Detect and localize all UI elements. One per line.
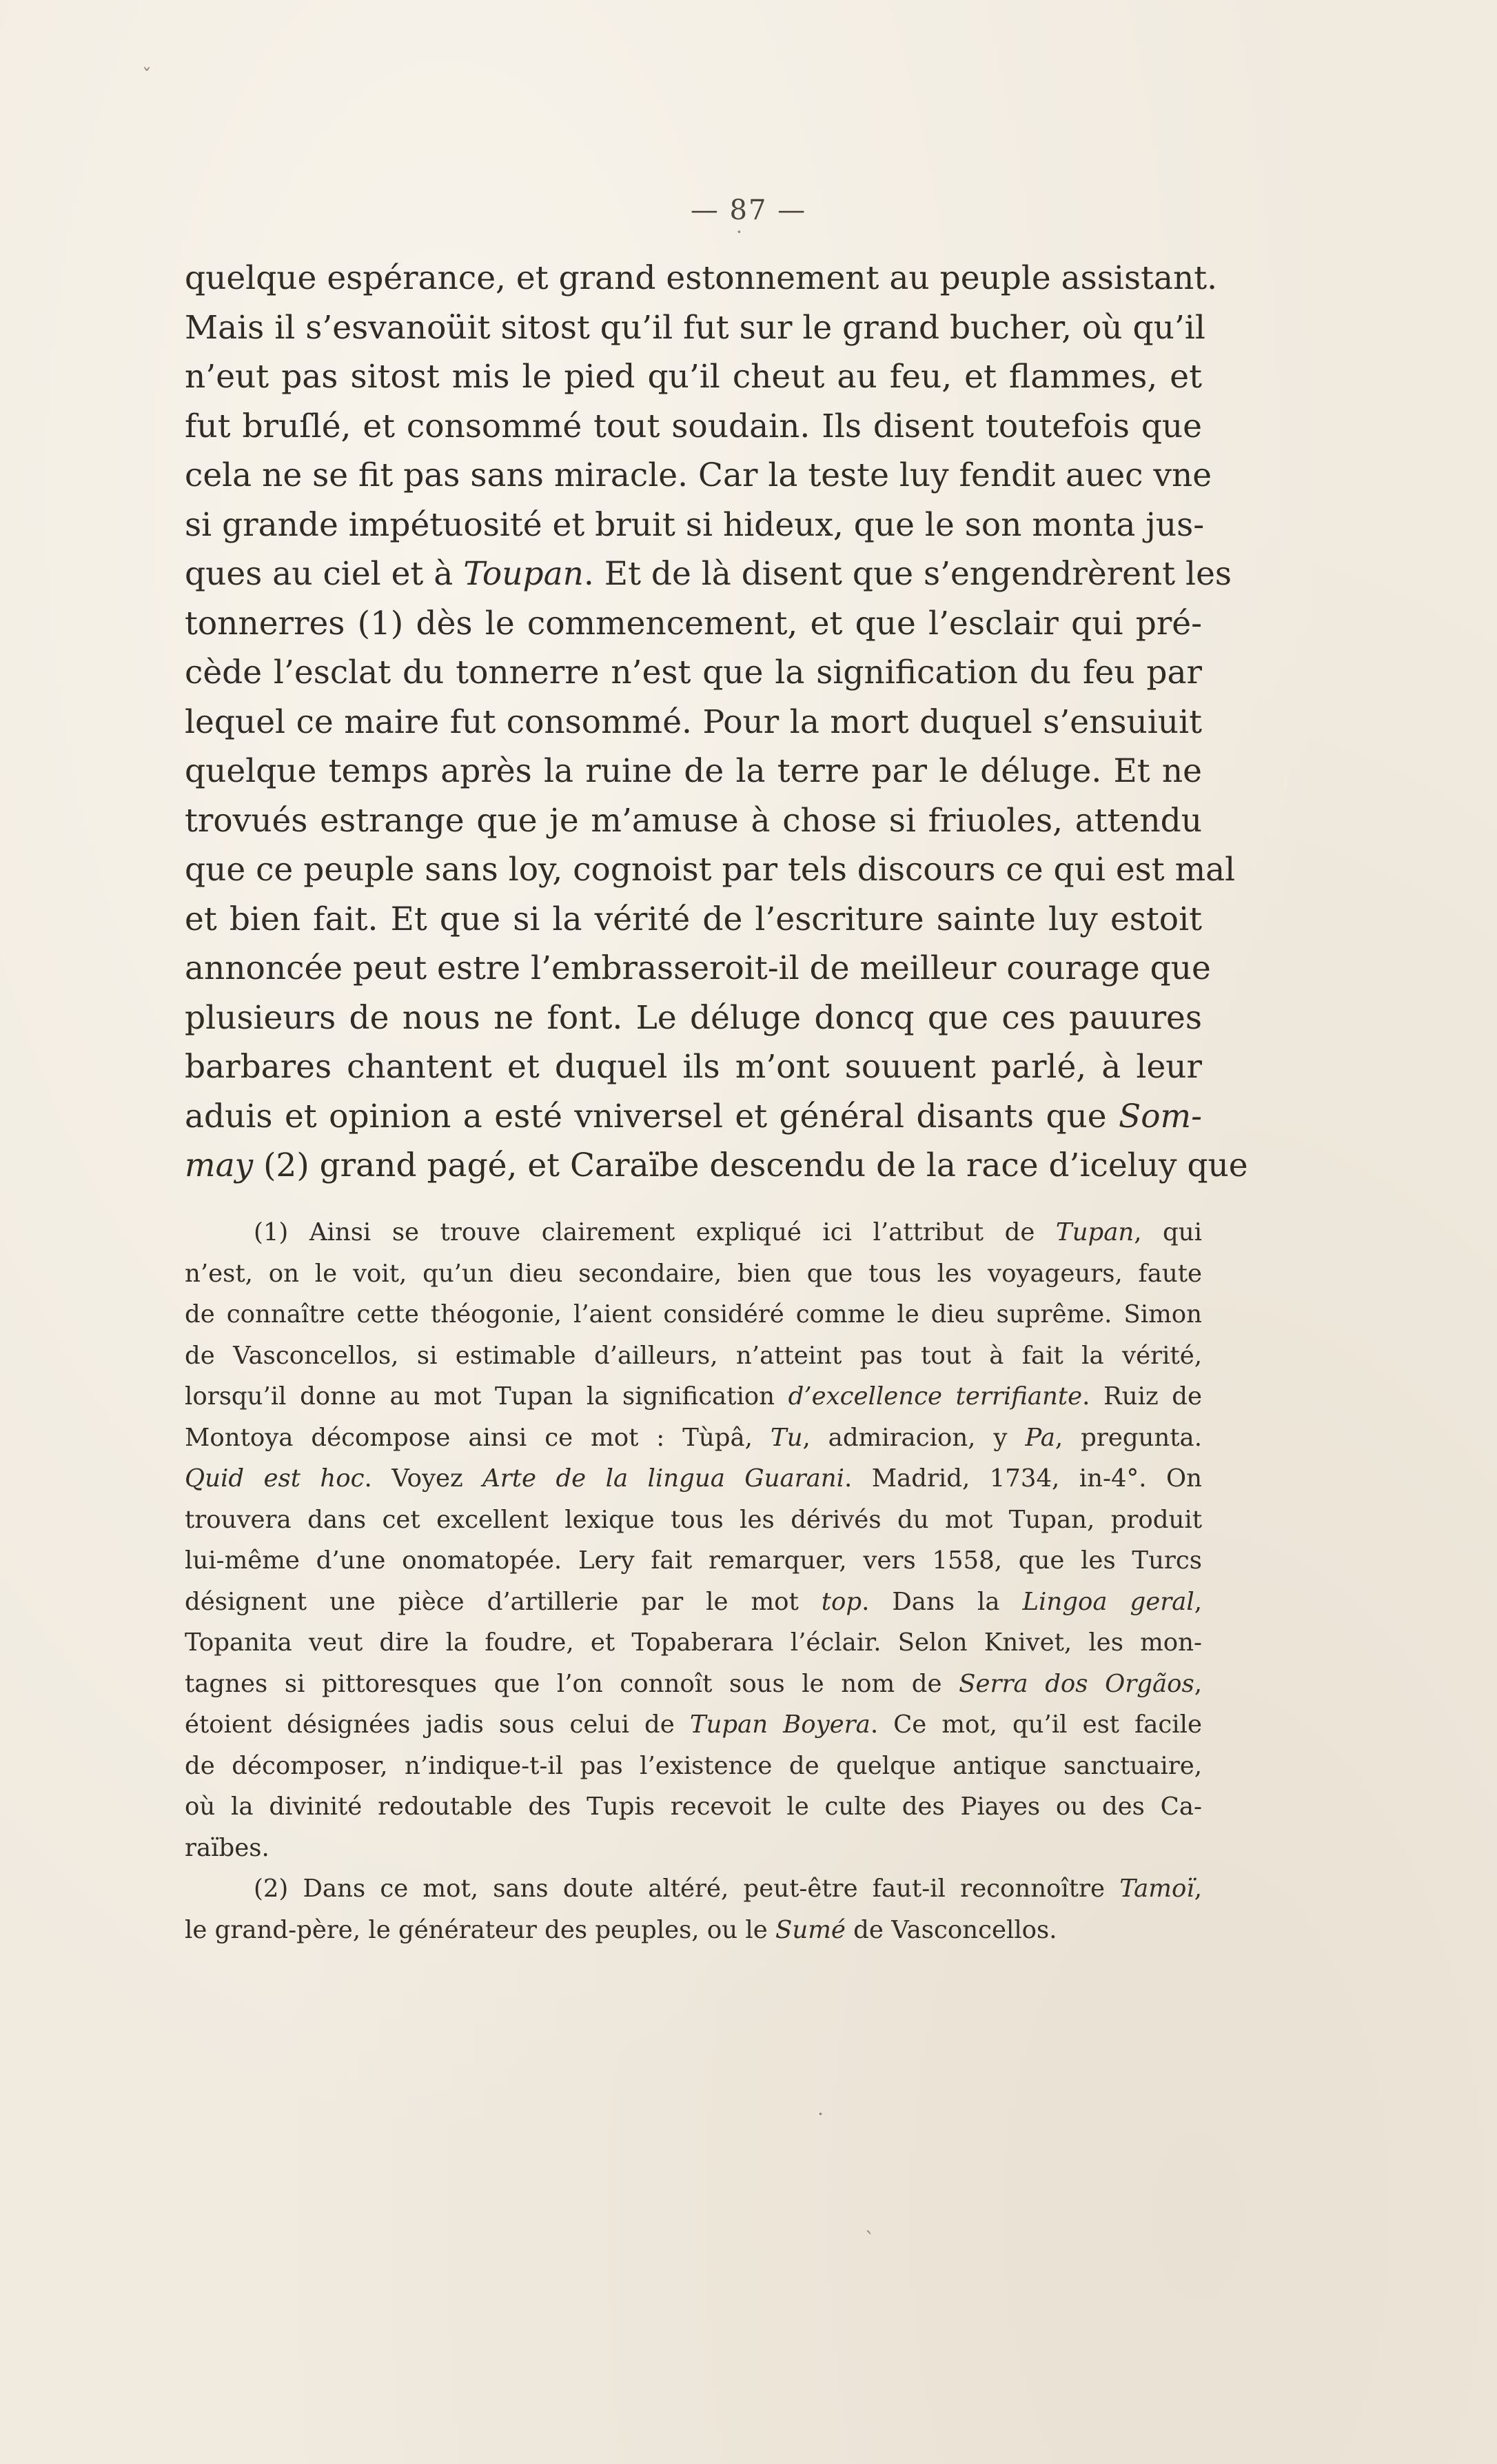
text-run: cède l’esclat du tonnerre n’est que la signification du feu par — [185, 654, 1202, 691]
italic-term: Sumé — [775, 1915, 846, 1944]
text-run: de connaître cette théogonie, l’aient considéré comme le dieu suprême. Simon — [185, 1300, 1202, 1329]
text-run: désignent une pièce d’artillerie par le mot — [185, 1587, 822, 1616]
text-run: le grand-père, le générateur des peuples, ou le — [185, 1915, 776, 1944]
text-run: trouvera dans cet excellent lexique tous les dérivés du mot Tupan, produit — [185, 1505, 1202, 1534]
footnote-line — [185, 1294, 1202, 1335]
paper-speck: ` — [865, 2228, 875, 2251]
italic-term: may — [185, 1147, 254, 1184]
paper-speck: · — [817, 2103, 824, 2125]
footnote-line — [185, 1664, 1202, 1705]
text-run: fut bruſlé, et consommé tout soudain. Ils disent toutefois que — [185, 407, 1202, 445]
footnote-line — [185, 1253, 1202, 1295]
body-line — [185, 451, 1212, 501]
footnote-line — [185, 1376, 1202, 1417]
text-run: , admiracion, y — [802, 1423, 1026, 1452]
footnote-line — [185, 1746, 1202, 1787]
text-run: de Vasconcellos, si estimable d’ailleurs, n’atteint pas tout à fait la vérité, — [185, 1341, 1202, 1370]
footnote-line — [185, 1417, 1202, 1459]
text-run: Mais il s’esvanoüit sitost qu’il fut sur le grand bucher, où qu’il — [185, 308, 1205, 347]
text-run: (2) Dans ce mot, sans doute altéré, peut-être faut-il reconnoître — [254, 1875, 1120, 1903]
body-line — [185, 549, 1232, 599]
footnote-line — [185, 1786, 1202, 1828]
body-line — [185, 1042, 1202, 1092]
body-line — [185, 599, 1202, 649]
footnote-line — [185, 1335, 1202, 1377]
body-line — [185, 1141, 1248, 1191]
text-run: n’est, on le voit, qu’un dieu secondaire, bien que tous les voyageurs, faute — [185, 1259, 1202, 1288]
body-text — [185, 254, 1248, 1191]
text-run: , — [1194, 1669, 1202, 1698]
page-number: — 87 — — [690, 194, 807, 226]
body-line — [185, 501, 1205, 550]
text-run: annoncée peut estre l’embrasseroit-il de meilleur courage que — [185, 949, 1211, 987]
text-run: . Voyez — [364, 1464, 483, 1493]
text-run: Montoya décompose ainsi ce mot : Tùpâ, — [185, 1423, 771, 1452]
footnote-line — [185, 1540, 1202, 1582]
text-run: trovués estrange que je m’amuse à chose si friuoles, attendu — [185, 801, 1202, 840]
body-line — [185, 993, 1202, 1043]
text-run: lequel ce maire fut consommé. Pour la mort duquel s’ensuiuit — [185, 703, 1202, 741]
text-run: barbares chantent et duquel ils m’ont souuent parlé, à leur — [185, 1048, 1202, 1086]
italic-term: Som- — [1119, 1097, 1202, 1135]
text-run: et bien fait. Et que si la vérité de l’escriture sainte luy estoit — [185, 900, 1202, 938]
text-run: de Vasconcellos. — [845, 1915, 1057, 1944]
footnote-line — [185, 1704, 1202, 1746]
text-run: , pregunta. — [1055, 1423, 1202, 1452]
text-run: , — [1194, 1587, 1202, 1616]
footnote-line — [185, 1582, 1202, 1623]
italic-term: Tamoï — [1119, 1875, 1194, 1903]
footnotes — [185, 1212, 1202, 1950]
body-line — [185, 895, 1202, 945]
body-line — [185, 402, 1202, 452]
text-run: plusieurs de nous ne font. Le déluge doncq que ces pauures — [185, 998, 1202, 1037]
text-run: n’eut pas sitost mis le pied qu’il cheut au feu, et flammes, et — [185, 358, 1202, 396]
body-line — [185, 352, 1202, 402]
footnote-line — [185, 1868, 1202, 1910]
text-run: quelque temps après la ruine de la terre par le déluge. Et ne — [185, 752, 1202, 790]
body-line — [185, 845, 1236, 895]
footnote-line — [185, 1910, 1202, 1951]
italic-term: Tupan Boyera — [689, 1710, 870, 1739]
body-line — [185, 1092, 1202, 1142]
italic-term: Tupan — [1055, 1218, 1134, 1246]
footnote-line — [185, 1212, 1202, 1253]
text-run: lui-même d’une onomatopée. Lery fait remarquer, vers 1558, que les Turcs — [185, 1546, 1202, 1575]
text-run: lorsqu’il donne au mot Tupan la signification — [185, 1382, 788, 1411]
body-line — [185, 648, 1202, 698]
text-run: tagnes si pittoresques que l’on connoît sous le nom de — [185, 1669, 959, 1698]
text-run: aduis et opinion a esté vniversel et général disants que — [185, 1097, 1119, 1135]
text-run: . Ruiz de — [1082, 1382, 1202, 1411]
italic-term: Arte de la lingua Guarani — [482, 1464, 845, 1493]
paper-speck: ˇ — [142, 65, 152, 88]
footnote-line — [185, 1499, 1202, 1541]
body-line — [185, 698, 1202, 747]
text-run: tonnerres (1) dès le commencement, et que l’esclair qui pré- — [185, 604, 1202, 643]
body-line — [185, 747, 1202, 796]
text-run: . Dans la — [862, 1587, 1023, 1616]
text-run: ques au ciel et à — [185, 555, 464, 593]
footnote-line — [185, 1458, 1202, 1499]
italic-term: Pa — [1025, 1423, 1055, 1452]
body-line — [185, 303, 1205, 353]
text-run: (1) Ainsi se trouve clairement expliqué ici l’attribut de — [254, 1218, 1056, 1246]
body-line — [185, 944, 1211, 993]
text-run: étoient désignées jadis sous celui de — [185, 1710, 690, 1739]
text-run: . Ce mot, qu’il est facile — [870, 1710, 1202, 1739]
italic-term: Serra dos Orgãos — [959, 1669, 1194, 1698]
text-run: raïbes. — [185, 1833, 269, 1862]
text-run: où la divinité redoutable des Tupis recevoit le culte des Piayes ou des Ca- — [185, 1793, 1202, 1821]
text-run: , qui — [1134, 1218, 1203, 1246]
footnote-line — [185, 1828, 1202, 1869]
footnote-line — [185, 1622, 1202, 1664]
paper-speck: · — [736, 221, 742, 243]
text-run: de décomposer, n’indique-t-il pas l’existence de quelque antique sanctuaire, — [185, 1751, 1202, 1780]
text-run: que ce peuple sans loy, cognoist par tels discours ce qui est mal — [185, 851, 1236, 889]
text-run: , — [1194, 1875, 1202, 1903]
body-line — [185, 254, 1218, 303]
text-run: (2) grand pagé, et Caraïbe descendu de la race d’iceluy que — [253, 1147, 1248, 1184]
text-run: . Et de là disent que s’engendrèrent les — [583, 555, 1232, 593]
text-run: quelque espérance, et grand estonnement au peuple assistant. — [185, 259, 1218, 297]
body-line — [185, 796, 1202, 846]
text-run: si grande impétuosité et bruit si hideux, que le son monta jus- — [185, 505, 1205, 544]
italic-term: Toupan — [463, 555, 584, 593]
text-run: cela ne se fit pas sans miracle. Car la teste luy fendit auec vne — [185, 456, 1212, 494]
italic-term: Quid est hoc — [185, 1464, 365, 1493]
italic-term: d’excellence terrifiante — [788, 1382, 1083, 1411]
text-run: . Madrid, 1734, in-4°. On — [844, 1464, 1202, 1493]
text-run: Topanita veut dire la foudre, et Topaberara l’éclair. Selon Knivet, les mon- — [185, 1628, 1202, 1657]
italic-term: Tu — [770, 1423, 803, 1452]
italic-term: Lingoa geral — [1022, 1587, 1194, 1616]
italic-term: top — [821, 1587, 862, 1616]
